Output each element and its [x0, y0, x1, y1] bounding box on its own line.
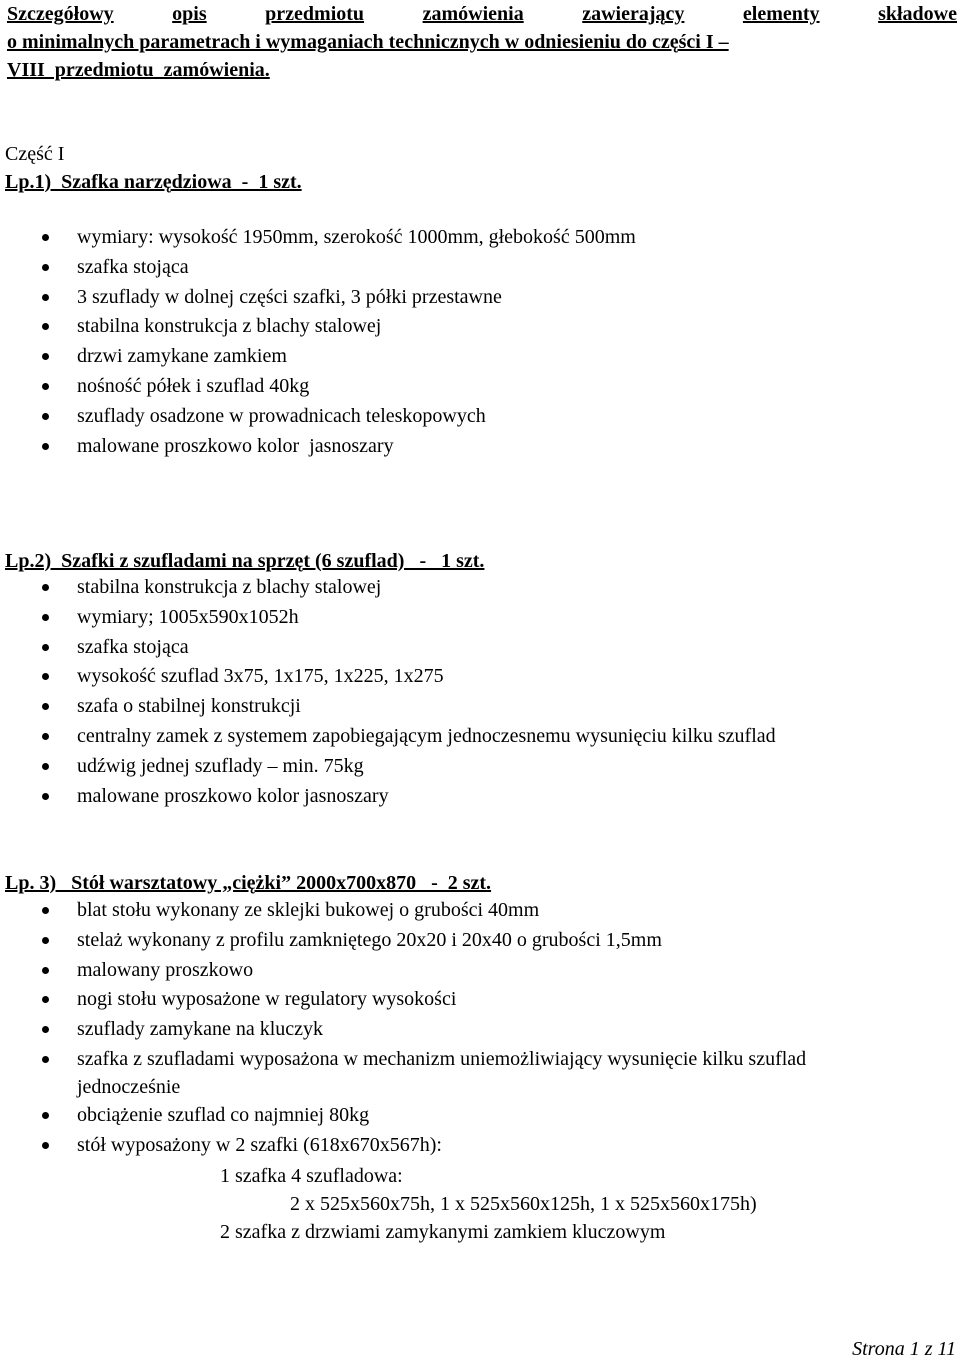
header-word: Szczegółowy: [7, 3, 114, 25]
bullet-icon: [42, 323, 49, 330]
list-item: malowane proszkowo kolor jasnoszary: [0, 782, 776, 812]
list-item: stelaż wykonany z profilu zamkniętego 20x20 i 20x40 o grubości 1,5mm: [0, 926, 897, 956]
list-item: blat stołu wykonany ze sklejki bukowej o grubości 40mm: [0, 896, 897, 926]
list-item: szafka stojąca: [0, 253, 636, 283]
list-item: szuflady osadzone w prowadnicach teleskopowych: [0, 402, 636, 432]
bullet-icon: [42, 763, 49, 770]
list-item: wymiary: wysokość 1950mm, szerokość 1000mm, głebokość 500mm: [0, 223, 636, 253]
item-1-bullet-list: [0, 223, 636, 461]
bullet-icon: [42, 967, 49, 974]
bullet-icon: [42, 413, 49, 420]
sub-line-1: 1 szafka 4 szufladowa:: [220, 1165, 403, 1187]
item-2-bullet-list: [0, 573, 776, 811]
header-word: opis: [172, 3, 207, 25]
bullet-icon: [42, 907, 49, 914]
bullet-icon: [42, 703, 49, 710]
list-item: stół wyposażony w 2 szafki (618x670x567h):: [0, 1131, 897, 1161]
bullet-icon: [42, 1112, 49, 1119]
list-item: wymiary; 1005x590x1052h: [0, 603, 776, 633]
list-item: szafa o stabilnej konstrukcji: [0, 692, 776, 722]
header-line-1: [7, 0, 957, 28]
list-item: nogi stołu wyposażone w regulatory wysokości: [0, 985, 897, 1015]
item-1-title: Lp.1) Szafka narzędziowa - 1 szt.: [5, 171, 302, 193]
bullet-icon: [42, 614, 49, 621]
header-word: składowe: [878, 3, 957, 25]
sub-line-2: 2 x 525x560x75h, 1 x 525x560x125h, 1 x 525x560x175h): [290, 1193, 757, 1215]
header-line-3: VIII przedmiotu zamówienia.: [7, 59, 270, 81]
bullet-icon: [42, 353, 49, 360]
item-3-bullet-list: [0, 896, 897, 1161]
list-item: obciążenie szuflad co najmniej 80kg: [0, 1101, 897, 1131]
list-item: centralny zamek z systemem zapobiegającym jednoczesnemu wysunięciu kilku szuflad: [0, 722, 776, 752]
list-item: szafka stojąca: [0, 633, 776, 663]
header-word: przedmiotu: [265, 3, 365, 25]
list-item: szafka z szufladami wyposażona w mechanizm uniemożliwiający wysunięcie kilku szuflad jednocześnie: [0, 1045, 897, 1101]
header-word: elementy: [742, 3, 820, 25]
bullet-icon: [42, 937, 49, 944]
bullet-icon: [42, 1142, 49, 1149]
header-word: zawierający: [582, 3, 685, 25]
bullet-icon: [42, 264, 49, 271]
part-title: Część I: [5, 143, 65, 165]
list-item: udźwig jednej szuflady – min. 75kg: [0, 752, 776, 782]
list-item: drzwi zamykane zamkiem: [0, 342, 636, 372]
list-item: 3 szuflady w dolnej części szafki, 3 półki przestawne: [0, 283, 636, 313]
list-item: szuflady zamykane na kluczyk: [0, 1015, 897, 1045]
bullet-icon: [42, 996, 49, 1003]
item-3-title: Lp. 3) Stół warsztatowy „ciężki” 2000x700x870 - 2 szt.: [5, 872, 492, 894]
sub-line-3: 2 szafka z drzwiami zamykanymi zamkiem kluczowym: [220, 1221, 666, 1243]
list-item: stabilna konstrukcja z blachy stalowej: [0, 573, 776, 603]
list-item: nośność półek i szuflad 40kg: [0, 372, 636, 402]
bullet-icon: [42, 644, 49, 651]
bullet-icon: [42, 673, 49, 680]
bullet-icon: [42, 1056, 49, 1063]
bullet-icon: [42, 793, 49, 800]
bullet-icon: [42, 733, 49, 740]
header-line-2: o minimalnych parametrach i wymaganiach technicznych w odniesieniu do części I –: [7, 31, 729, 53]
bullet-icon: [42, 234, 49, 241]
list-item: wysokość szuflad 3x75, 1x175, 1x225, 1x275: [0, 662, 776, 692]
header-word: zamówienia: [422, 3, 524, 25]
bullet-icon: [42, 584, 49, 591]
list-item: malowany proszkowo: [0, 956, 897, 986]
bullet-icon: [42, 383, 49, 390]
list-item: malowane proszkowo kolor jasnoszary: [0, 432, 636, 462]
bullet-icon: [42, 443, 49, 450]
list-item: stabilna konstrukcja z blachy stalowej: [0, 312, 636, 342]
item-2-title: Lp.2) Szafki z szufladami na sprzęt (6 szuflad) - 1 szt.: [5, 550, 485, 572]
page-number: Strona 1 z 11: [852, 1338, 956, 1360]
document-header: [7, 0, 957, 84]
bullet-icon: [42, 294, 49, 301]
bullet-icon: [42, 1026, 49, 1033]
